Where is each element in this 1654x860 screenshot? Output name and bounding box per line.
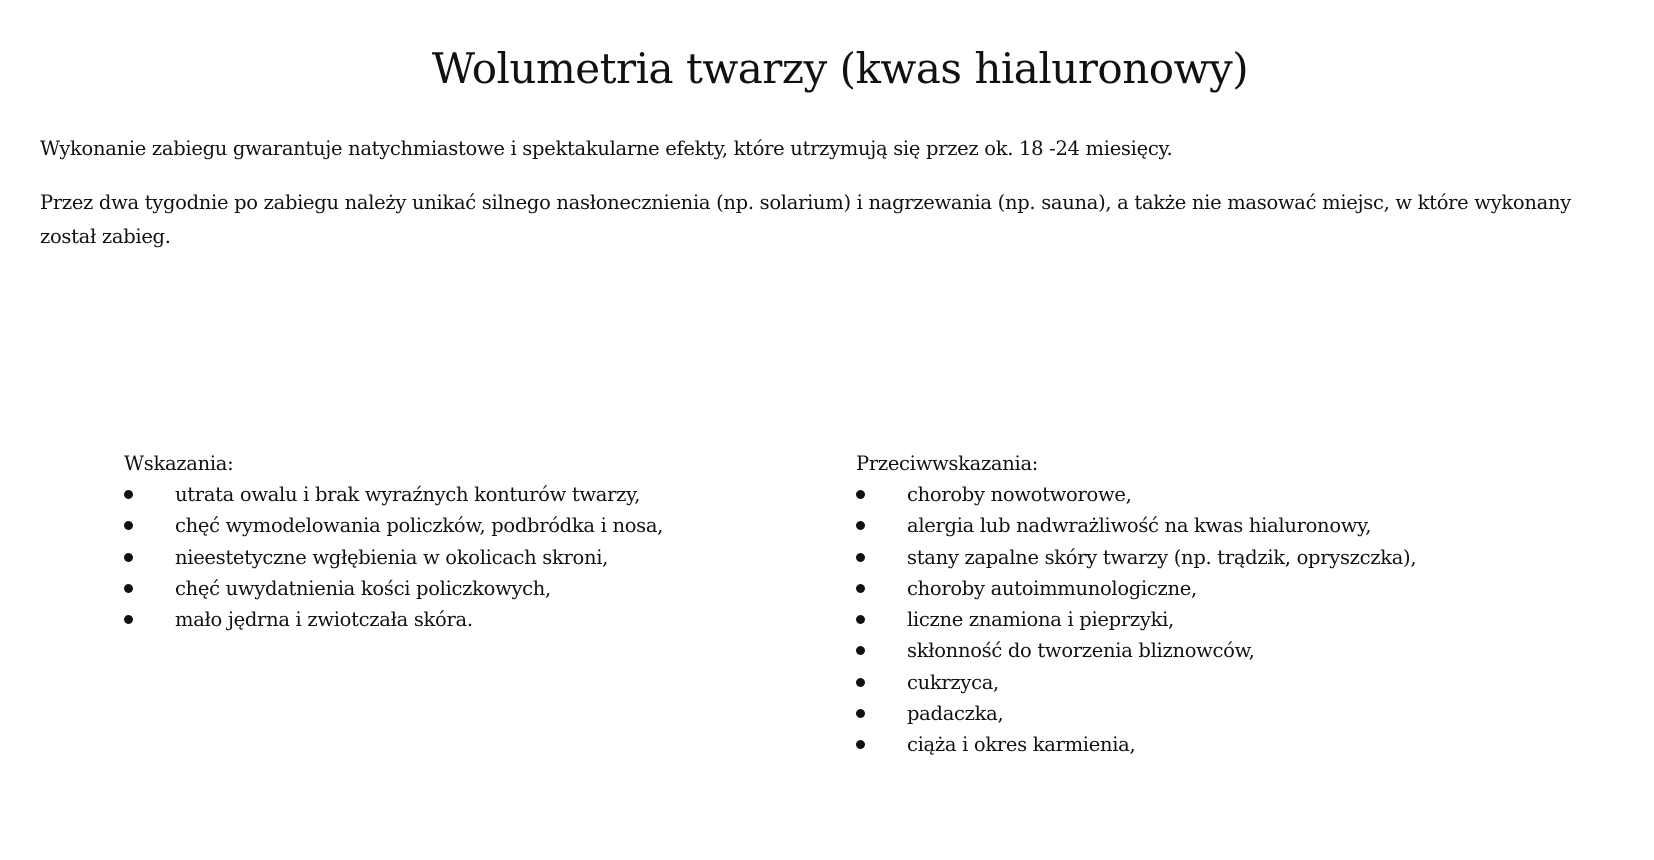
list-item [124,542,663,573]
list-item [856,573,1416,604]
bullet-icon [856,615,865,624]
bullet-icon [856,740,865,749]
bullet-icon [856,678,865,687]
list-item [856,635,1416,666]
list-item-text: choroby nowotworowe, [907,483,1132,506]
list-item [124,510,663,541]
list-item-text: liczne znamiona i pieprzyki, [907,608,1174,632]
intro-paragraph-aftercare: Przez dwa tygodnie po zabiegu należy unikać silnego nasłonecznienia (np. solarium) i nagrzewania (np. sauna), a także nie masować miejsc, w które wykonany został zabieg. [40,191,1571,248]
list-item [856,604,1416,635]
page-title: Wolumetria twarzy (kwas hialuronowy) [431,44,1249,93]
list-item [856,542,1416,573]
indications-list [124,479,663,635]
list-item [856,698,1416,729]
list-item-text: cukrzyca, [907,670,999,694]
intro-paragraph-effects: Wykonanie zabiegu gwarantuje natychmiastowe i spektakularne efekty, które utrzymują się przez ok. 18 -24 miesięcy. [40,137,1173,160]
bullet-icon [124,490,133,499]
bullet-icon [856,490,865,499]
list-item-text: utrata owalu i brak wyraźnych konturów twarzy, [175,483,641,506]
list-item-text: chęć wymodelowania policzków, podbródka i nosa, [175,514,664,538]
list-item [124,604,663,635]
contraindications-list [856,479,1416,761]
contraindications-section [856,448,1416,761]
bullet-icon [856,553,865,562]
bullet-icon [856,584,865,593]
indications-section [124,448,663,635]
list-item-text: nieestetyczne wgłębienia w okolicach skroni, [175,545,609,569]
bullet-icon [856,709,865,718]
list-item-text: padaczka, [907,702,1004,726]
bullet-icon [124,615,133,624]
bullet-icon [124,584,133,593]
list-item-text: chęć uwydatnienia kości policzkowych, [175,576,551,600]
contraindications-heading: Przeciwwskazania: [856,452,1039,475]
list-item-text: alergia lub nadwrażliwość na kwas hialuronowy, [907,514,1372,538]
list-item [124,573,663,604]
list-item [856,667,1416,698]
list-item [856,479,1416,510]
list-item-text: ciąża i okres karmienia, [907,733,1136,757]
list-item [856,729,1416,760]
list-item-text: skłonność do tworzenia bliznowców, [907,639,1255,663]
list-item [856,510,1416,541]
indications-heading: Wskazania: [124,452,234,475]
intro-section [40,132,1620,274]
bullet-icon [124,553,133,562]
list-item [124,479,663,510]
bullet-icon [856,646,865,655]
list-item-text: stany zapalne skóry twarzy (np. trądzik, opryszczka), [907,545,1417,569]
bullet-icon [124,521,133,530]
list-item-text: mało jędrna i zwiotczała skóra. [175,608,473,632]
bullet-icon [856,521,865,530]
list-item-text: choroby autoimmunologiczne, [907,576,1197,600]
